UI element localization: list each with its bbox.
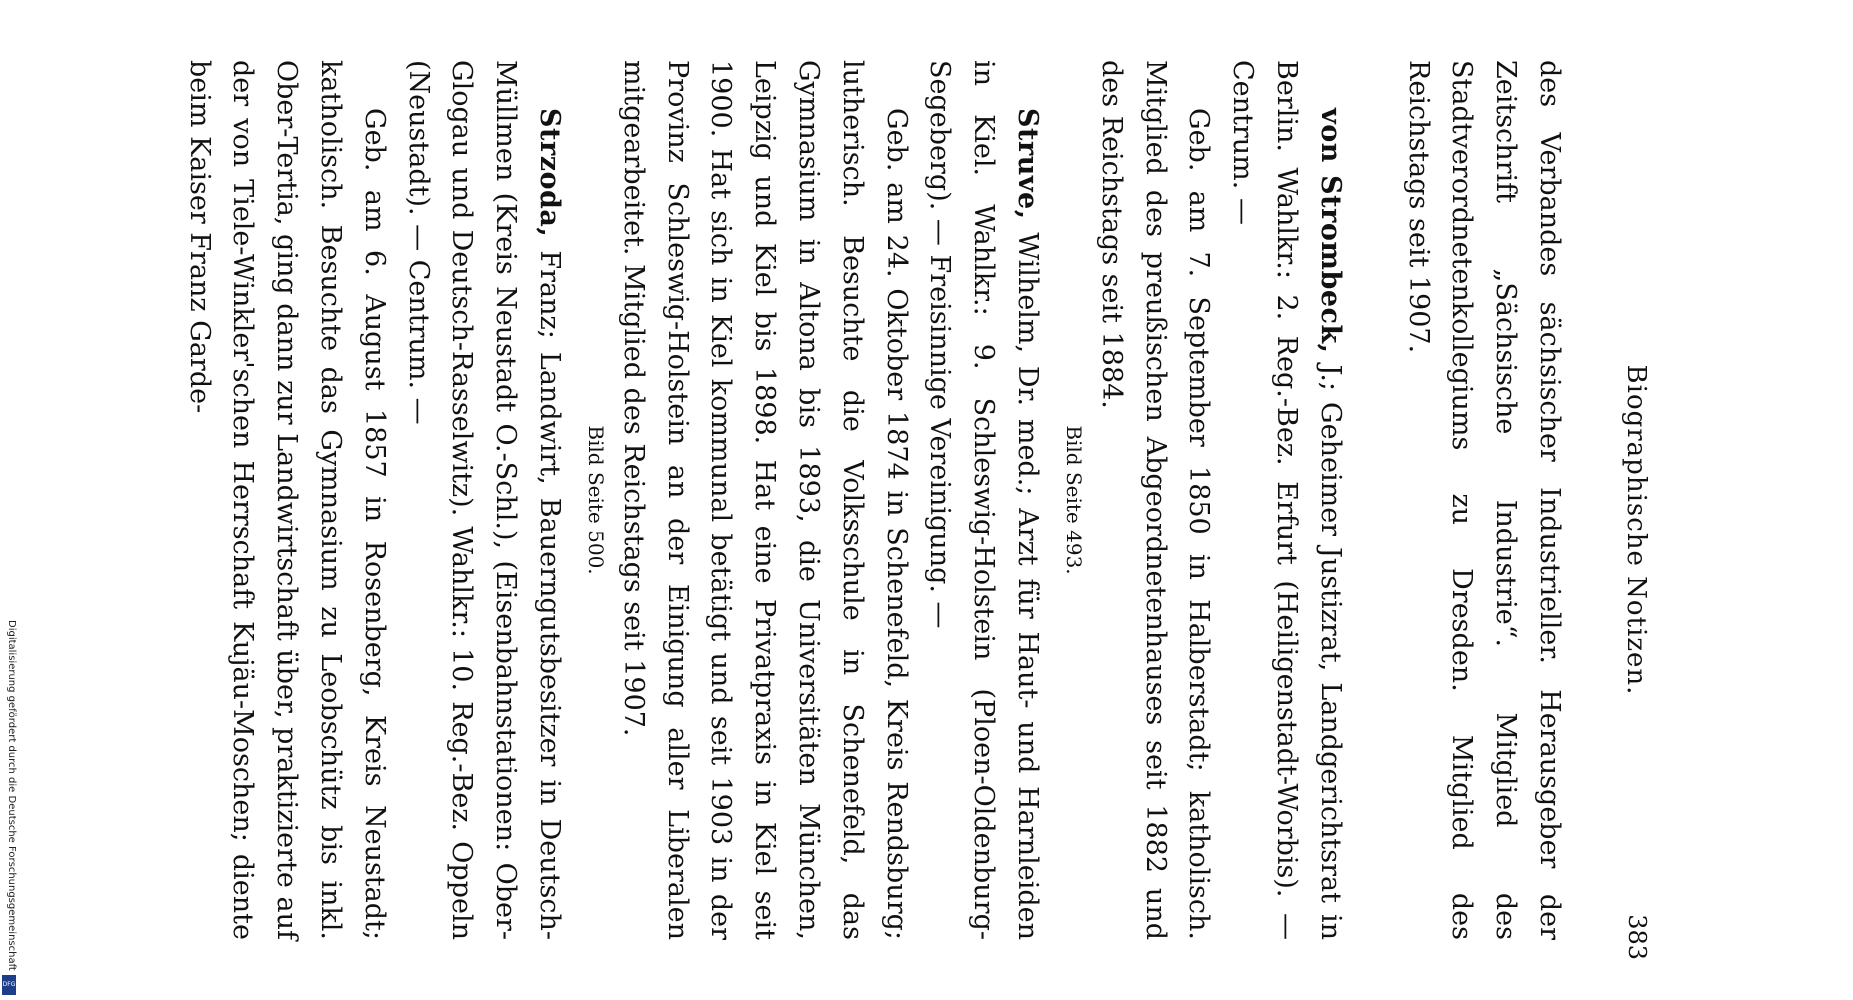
entry-von-strombeck	[1220, 60, 1351, 940]
entry-strzoda	[396, 60, 571, 940]
bild-reference: Bild Seite 500.	[584, 425, 609, 575]
entry-struve	[918, 60, 1049, 940]
digitization-credit	[0, 620, 18, 1000]
entry-name: von Strombeck,	[1314, 108, 1346, 354]
entry-birth-text: Geb. am 24. Oktober 1874 in Schenefeld, Kreis Rendsburg; lutherisch. Besuchte die Volksschule in Schenefeld, das Gymnasium in Altona bis 1893, die Universitäten München, Leipzig und Kiel bis 1898. Hat eine Privatpraxis in Kiel seit 1900. Hat sich in Kiel kommunal betätigt und seit 1903 in der Provinz Schleswig-Holstein an der Einigung aller Liberalen mitgearbeitet. Mitglied des Reichstags seit 1907.	[617, 60, 912, 940]
entry-text: J.; Geheimer Justizrat, Landgerichtsrat in Berlin. Wahlkr.: 2. Reg.-Bez. Erfurt (Heiligenstadt-Worbis). — Centrum. —	[1227, 60, 1346, 940]
rotated-text-block	[183, 60, 1661, 980]
dfg-logo-icon: DFG	[2, 975, 16, 995]
entry-text: des Verbandes sächsischer Industrieller. Herausgeber der Zeitschrift „Sächsische Industrie“. Mitglied des Stadtverordnetenkollegiums zu Dresden. Mitglied des Reichstags seit 1907.	[1402, 60, 1565, 940]
entry-name: Strzoda,	[534, 108, 566, 238]
entry-text: Wilhelm, Dr. med.; Arzt für Haut- und Harnleiden in Kiel. Wahlkr.: 9. Schleswig-Holstein (Ploen-Oldenburg-Segeberg). — Freisinnige Vereinigung. —	[924, 60, 1044, 940]
entry-name: Struve,	[1012, 108, 1044, 220]
page-number: 383	[1623, 914, 1651, 960]
bild-reference: Bild Seite 493.	[1062, 425, 1087, 575]
entry-birth	[177, 60, 396, 940]
entry-birth-text: Geb. am 7. September 1850 in Halberstadt; katholisch. Mitglied des preußischen Abgeordnetenhauses seit 1882 und des Reichstags seit 1884.	[1095, 60, 1215, 940]
digitization-note: Digitalisierung gefördert durch die Deutsche Forschungsgemeinschaft	[6, 620, 17, 971]
running-header	[1611, 100, 1651, 960]
entry-birth	[611, 60, 918, 940]
entry-birth	[1089, 60, 1220, 940]
entry-continuation	[1396, 60, 1571, 940]
entry-text: Franz; Landwirt, Bauerngutsbesitzer in Deutsch-Müllmen (Kreis Neustadt O.-Schl.), (Eisenbahnstationen: Ober-Glogau und Deutsch-Rasselwitz). Wahlkr.: 10. Reg.-Bez. Oppeln (Neustadt). — Centrum. —	[402, 60, 566, 940]
biography-text	[177, 60, 1571, 940]
entry-birth-text: Geb. am 6. August 1857 in Rosenberg, Kreis Neustadt; katholisch. Besuchte das Gymnasium zu Leobschütz bis inkl. Ober-Tertia, ging dann zur Landwirtschaft über, praktizierte auf der von Tiele-Winkler'schen Herrschaft Kujäu-Moschen; diente beim Kaiser Franz Garde-	[183, 60, 390, 940]
page-title: Biographische Notizen.	[1621, 364, 1651, 696]
